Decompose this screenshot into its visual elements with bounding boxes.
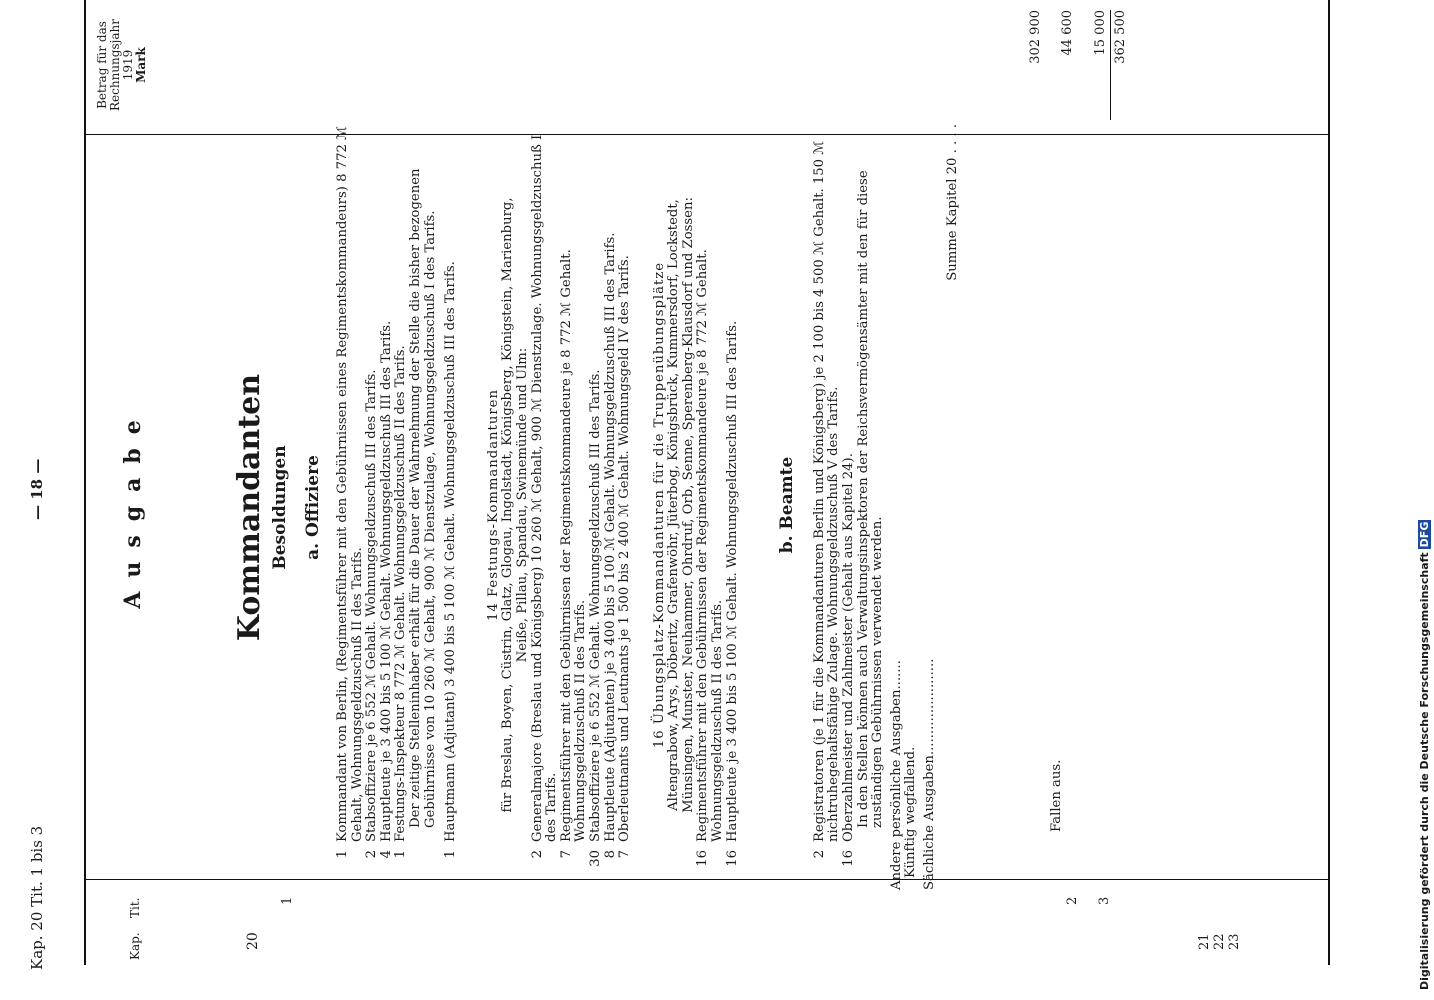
list-item: [618, 120, 633, 890]
list-item: [604, 120, 619, 890]
amount-total: 362 500: [1113, 10, 1128, 64]
page-number: — 18 —: [28, 458, 46, 520]
list-item: [560, 120, 589, 890]
item-count: 7: [617, 850, 633, 859]
rule-bottom: [1328, 0, 1330, 965]
doc-subtitle: Besoldungen: [270, 445, 290, 570]
summe-kapitel: Summe Kapitel 20 . . . .: [944, 124, 960, 281]
item-text: Regimentsführer mit den Gebührnissen der Regimentskommandeure je 8 772 ℳ Gehalt. Wohnungsgeldzuschuß II des Tarifs.: [558, 249, 589, 842]
item-count: 2: [811, 850, 827, 859]
item-count: 16: [841, 850, 857, 867]
item-text: Oberleutnants und Leutnants je 1 500 bis 2 400 ℳ Gehalt. Wohnungsgeld IV des Tarifs.: [617, 255, 633, 842]
fallen-aus: Fallen aus.: [1049, 759, 1065, 832]
list-item: [409, 120, 438, 890]
item-text: Generalmajore (Breslau und Königsberg) 10 260 ℳ Gehalt, 900 ℳ Dienstzulage. Wohnungsgeldzuschuß I des Tarifs.: [529, 134, 560, 842]
item-count: 16: [724, 850, 740, 867]
saechliche-ausgaben: Sächliche Ausgaben.......................: [922, 658, 937, 890]
uebung-places: Altengrabow, Arys, Döberitz, Grafenwöhr, Jüterbog, Königsbrück, Kummersdorf, Lockstedt, Münsingen, Munster, Neuhammer, Ohrdruf, Orb, Senne, Sperenberg-Klausdorf und Zossen:: [666, 197, 696, 813]
note-beamte: In den Stellen können auch Verwaltungsinspektoren der Reichsvermögensämter mit den für diese zuständigen Gebührnissen verwendet werden.: [855, 170, 886, 828]
dfg-logo: DFG: [1418, 521, 1431, 548]
item-text: Festungs-Inspekteur 8 772 ℳ Gehalt. Wohnungsgeldzuschuß II des Tarifs.: [393, 345, 409, 842]
amount-andere: 44 600: [1060, 10, 1075, 56]
andere-ausgaben: Andere persönliche Ausgaben.......: [888, 660, 904, 890]
dfg-sidebar: [1418, 520, 1431, 990]
item-text: Hauptleute je 3 400 bis 5 100 ℳ Gehalt. Wohnungsgeldzuschuß III des Tarifs.: [724, 320, 740, 842]
rule-total: [1110, 10, 1111, 120]
body-text: [336, 120, 1065, 890]
doc-title: Kommandanten: [232, 373, 267, 642]
section-a-title: a. Offiziere: [303, 455, 323, 560]
betrag-line-2: Rechnungsjahr: [108, 19, 122, 111]
tit-1-number: 1: [280, 896, 295, 905]
item-count: 30: [587, 850, 603, 867]
item-count: 4: [378, 850, 394, 859]
list-item: [365, 120, 380, 890]
betrag-line-3: 1919: [121, 49, 135, 81]
uebung-heading: 16 Übungsplatz-Kommandanturen für die Truppenübungsplätze: [651, 261, 667, 749]
item-text: Stabsoffiziere je 6 552 ℳ Gehalt. Wohnungsgeldzuschuß III des Tarifs.: [364, 369, 380, 842]
list-item: [813, 120, 842, 890]
col-betrag-header: [96, 10, 148, 120]
item-count: 7: [558, 850, 574, 859]
betrag-line-1: Betrag für das: [95, 21, 109, 109]
kap-22-number: 22: [1212, 933, 1227, 950]
kap-21-number: 21: [1197, 933, 1212, 950]
item-text: Hauptleute je 3 400 bis 5 100 ℳ Gehalt. Wohnungsgeldzuschuß III des Tarifs.: [378, 320, 394, 842]
list-item: [531, 120, 560, 890]
kap-number: 20: [245, 932, 261, 950]
list-item: [589, 120, 604, 890]
col-kap-header: Kap.: [128, 932, 142, 960]
amount-saechlich: 15 000: [1093, 10, 1108, 56]
item-text: Der zeitige Stelleninhaber erhält für die Dauer der Wahrnehmung der Stelle die bisher bezogenen Gebührnisse von 10 260 ℳ Gehalt, 900 ℳ Dienstzulage, Wohnungsgeldzuschuß I des Tarifs.: [407, 168, 438, 828]
rule-top: [84, 0, 86, 965]
tit-3-number: 3: [1097, 896, 1112, 905]
section-b-title: b. Beamte: [777, 456, 798, 554]
festung-places: für Breslau, Boyen, Cüstrin, Glatz, Glogau, Ingolstadt, Königsberg, Königstein, Marienburg, Neiße, Pillau, Spandau, Swinemünde und Ulm:: [500, 197, 530, 813]
item-text: Kommandant von Berlin, (Regimentsführer mit den Gebührnissen eines Regimentskommandeurs) 8 772 ℳ Gehalt, Wohnungsgeldzuschuß II des Tarifs.: [335, 125, 365, 842]
item-count: 1: [393, 850, 409, 859]
kuenftig-wegfallend: Künftig wegfallend.: [903, 746, 919, 878]
section-heading: Ausgabe: [120, 406, 146, 609]
list-item: [444, 120, 459, 890]
list-item: [842, 120, 857, 890]
item-text: Hauptleute (Adjutanten) je 3 400 bis 5 100 ℳ Gehalt. Wohnungsgeldzuschuß III des Tarifs.: [602, 232, 618, 842]
list-item: [380, 120, 395, 890]
tit-2-number: 2: [1065, 896, 1080, 905]
item-text: Hauptmann (Adjutant) 3 400 bis 5 100 ℳ Gehalt. Wohnungsgeldzuschuß III des Tarifs.: [443, 261, 459, 842]
item-text: Registratoren (je 1 für die Kommandanturen Berlin und Königsberg) je 2 100 bis 4 500 ℳ Gehalt. 150 ℳ nichtruhegehaltsfähige Zulage. Wohnungsgeldzuschuß V des Tarifs.: [811, 140, 842, 842]
dfg-sidebar-text: Digitalisierung gefördert durch die Deutsche Forschungsgemeinschaft: [1418, 552, 1431, 990]
col-tit-header: Tit.: [128, 897, 142, 918]
kap-tit-header: Kap. 20 Tit. 1 bis 3: [28, 825, 46, 970]
list-item: [336, 120, 365, 890]
item-count: 16: [695, 850, 711, 867]
item-count: 1: [443, 850, 459, 859]
item-count: 1: [335, 850, 350, 859]
betrag-line-4: Mark: [134, 47, 148, 83]
item-count: 2: [364, 850, 380, 859]
item-count: 2: [529, 850, 545, 859]
list-item: [696, 120, 725, 890]
festung-heading: 14 Festungs-Kommandanturen: [485, 389, 501, 621]
amount-besoldungen: 302 900: [1028, 10, 1043, 64]
item-count: 8: [602, 850, 618, 859]
list-item: [726, 120, 741, 890]
item-text: Oberzahlmeister und Zahlmeister (Gehalt aus Kapitel 24).: [841, 453, 857, 842]
item-text: Stabsoffiziere je 6 552 ℳ Gehalt. Wohnungsgeldzuschuß III des Tarifs.: [587, 369, 603, 842]
list-item: [394, 120, 409, 890]
kap-23-number: 23: [1227, 933, 1242, 950]
item-text: Regimentsführer mit den Gebührnissen der Regimentskommandeure je 8 772 ℳ Gehalt. Wohnungsgeldzuschuß II des Tarifs.: [695, 249, 726, 842]
